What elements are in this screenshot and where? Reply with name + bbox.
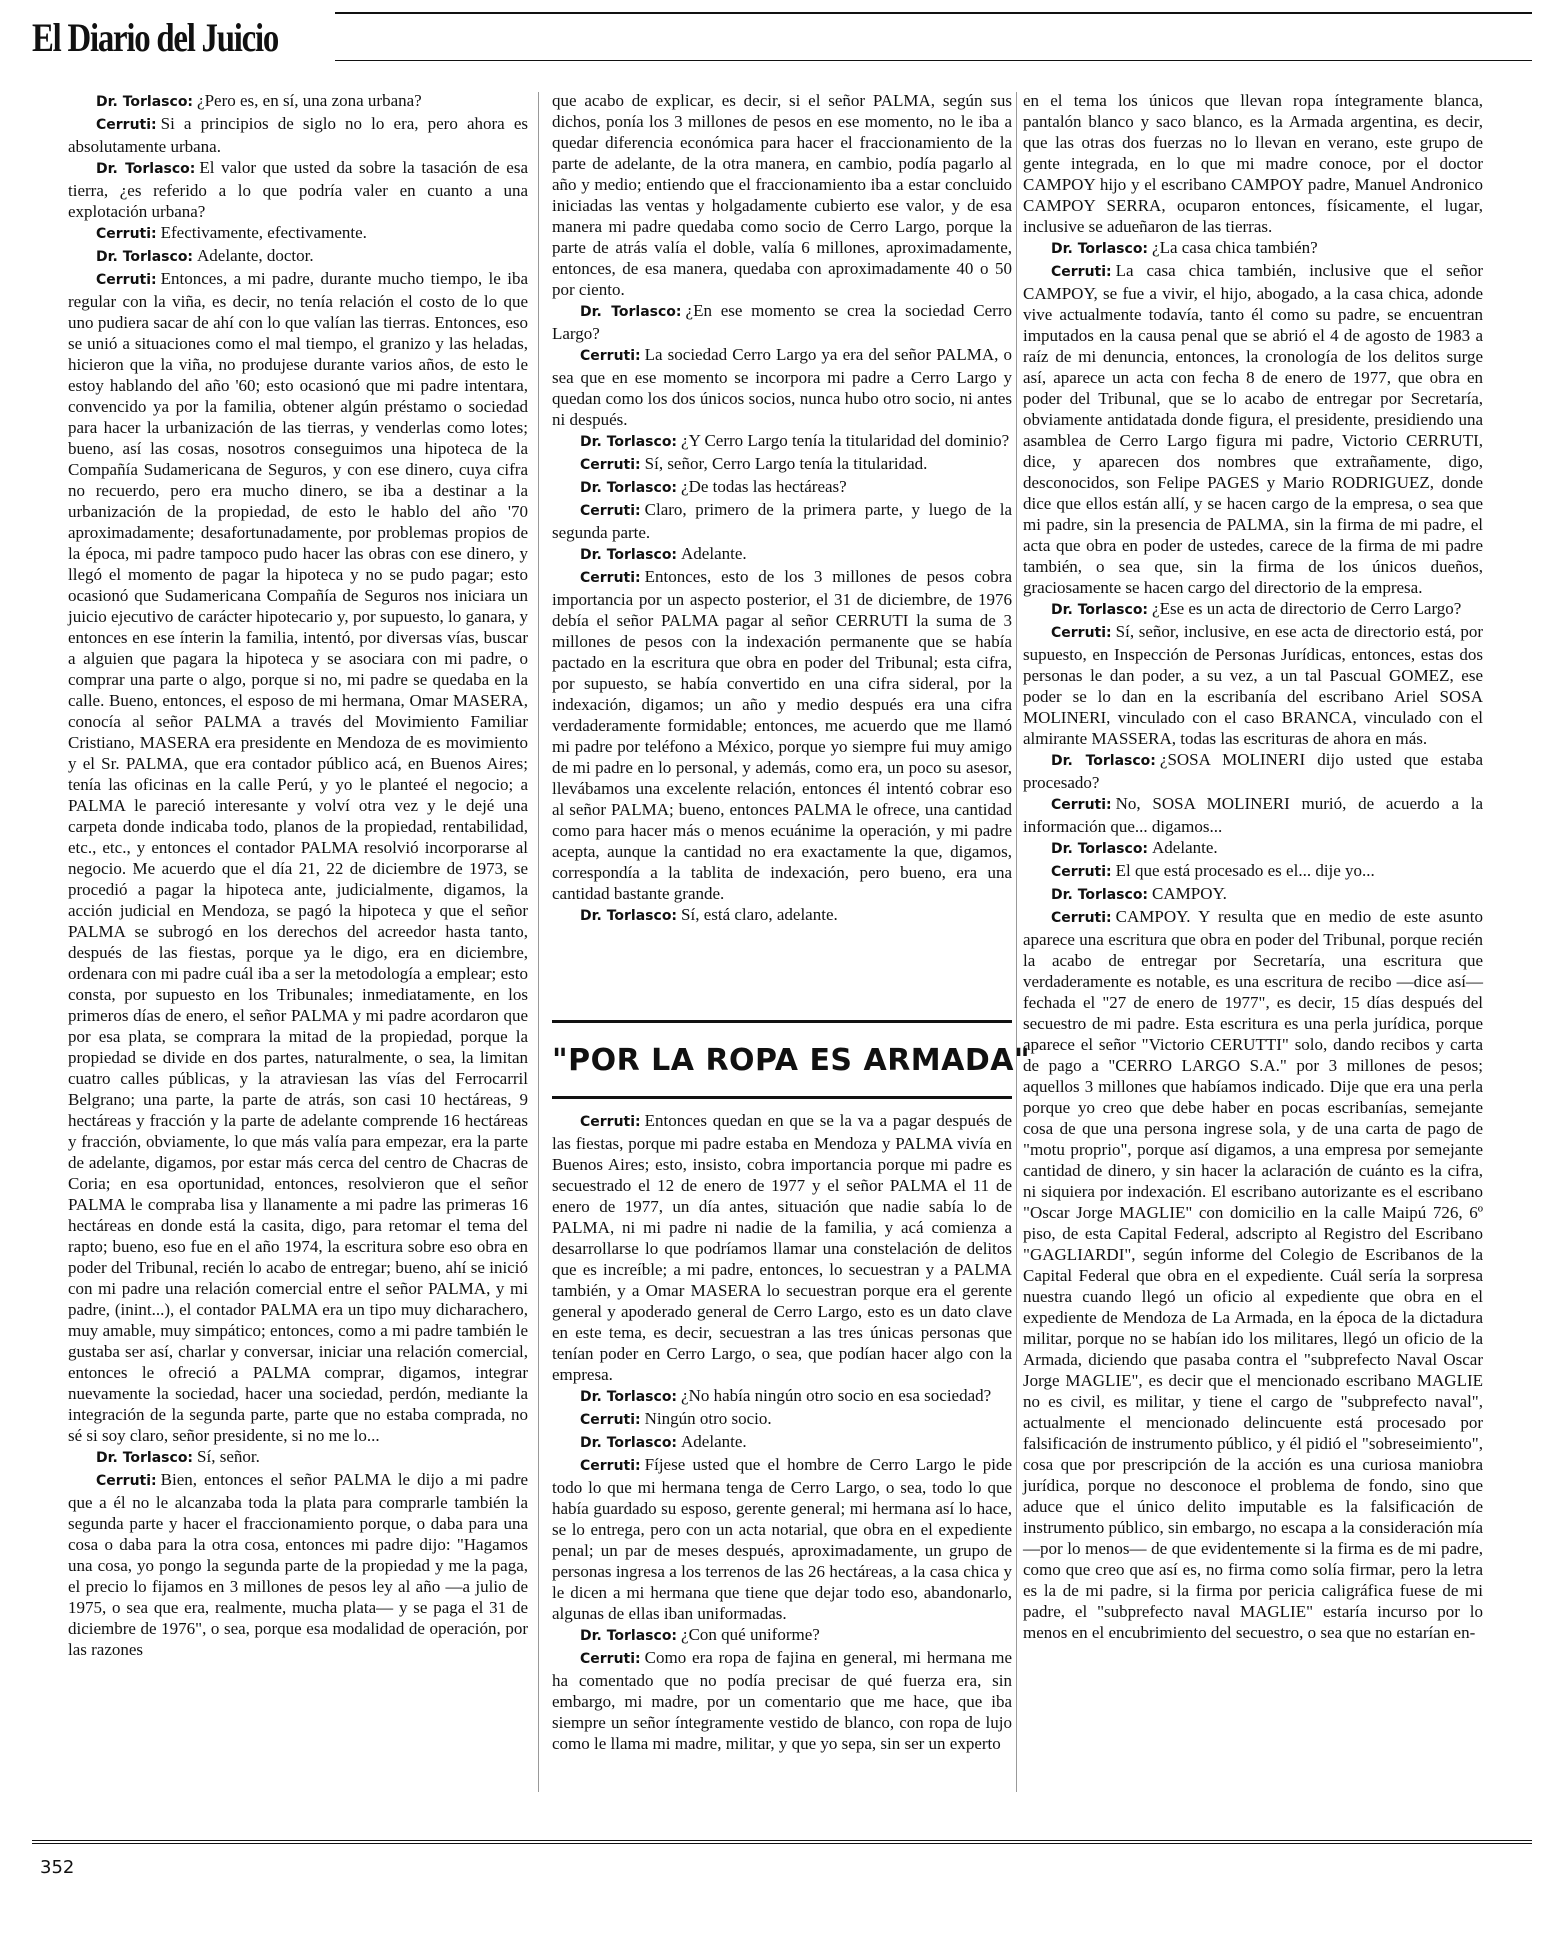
dialogue-paragraph bbox=[552, 430, 1012, 453]
dialogue-paragraph bbox=[552, 1454, 1012, 1624]
speech-text: Efectivamente, efectivamente. bbox=[160, 223, 367, 242]
speaker-label: Cerruti: bbox=[580, 503, 641, 519]
masthead-underline bbox=[335, 60, 1532, 61]
speech-text: La sociedad Cerro Largo ya era del señor PALMA, o sea que en ese momento se incorpora mi padre a Cerro Largo y quedan como los dos únicos socios, nunca hubo otro socio, ni antes ni después. bbox=[552, 345, 1012, 429]
speaker-label: Dr. Torlasco: bbox=[1051, 602, 1149, 618]
speech-text: No, SOSA MOLINERI murió, de acuerdo a la información que... digamos... bbox=[1023, 794, 1483, 836]
dialogue-paragraph bbox=[68, 1446, 528, 1469]
speaker-label: Cerruti: bbox=[1051, 264, 1112, 280]
speaker-label: Cerruti: bbox=[580, 348, 641, 364]
speech-text: que acabo de explicar, es decir, si el señor PALMA, según sus dichos, ponía los 3 millones de pesos en ese momento, no le iba a quedar diferencia económica para hacer el fraccionamiento de la parte de adelante, de la otra manera, en cambio, podía pagarlo al año y medio; entiendo que el fraccionamiento iba a estar concluido iniciadas las ventas y holgadamente cubierto ese valor, y de esa manera mi padre quedaba como socio de Cerro Largo, porque la parte de atrás valía el doble, valía 6 millones, aproximadamente, entonces, de esa manera, quedaba con aproximadamente 40 o 50 por ciento. bbox=[552, 91, 1012, 299]
speech-text: Adelante. bbox=[681, 1432, 747, 1451]
speaker-label: Dr. Torlasco: bbox=[580, 547, 678, 563]
speaker-label: Cerruti: bbox=[96, 1473, 157, 1489]
speech-text: en el tema los únicos que llevan ropa íntegramente blanca, pantalón blanco y saco blanco, es la Armada argentina, es decir, que las otras dos fuerzas no lo llevan en verano, este grupo de gente integrada, en lo que mi madre conoce, por el doctor CAMPOY hijo y el escribano CAMPOY padre, Manuel Andronico CAMPOY SERRA, ocuparon entonces, físicamente, el lugar, inclusive se adueñaron de las tierras. bbox=[1023, 91, 1483, 236]
dialogue-paragraph bbox=[1023, 906, 1483, 1643]
dialogue-paragraph bbox=[552, 300, 1012, 344]
speaker-label: Dr. Torlasco: bbox=[96, 1450, 194, 1466]
dialogue-paragraph bbox=[68, 157, 528, 222]
dialogue-paragraph bbox=[552, 904, 1012, 927]
column-2 bbox=[552, 90, 1012, 927]
dialogue-paragraph bbox=[552, 543, 1012, 566]
speech-text: ¿Ese es un acta de directorio de Cerro Largo? bbox=[1152, 599, 1462, 618]
dialogue-paragraph bbox=[68, 90, 528, 113]
section-headline-box bbox=[552, 1020, 1031, 1099]
speaker-label: Cerruti: bbox=[96, 272, 157, 288]
dialogue-paragraph bbox=[552, 90, 1012, 300]
page-number: 352 bbox=[40, 1857, 75, 1878]
speech-text: El que está procesado es el... dije yo... bbox=[1115, 861, 1375, 880]
speech-text: Fíjese usted que el hombre de Cerro Largo le pide todo lo que mi hermana tenga de Cerro Largo, o sea, todo lo que había guardado su esposo, gerente general; mi hermana así lo hace, se lo entrega, pero con un acta notarial, que obra en el expediente penal; un par de meses después, aproximadamente, un grupo de personas ingresa a los terrenos de las 26 hectáreas, a la casa chica y le dicen a mi hermana que tiene que dejar todo eso, abandonarlo, algunas de ellas iban uniformadas. bbox=[552, 1455, 1012, 1623]
dialogue-paragraph bbox=[552, 1647, 1012, 1754]
speaker-label: Dr. Torlasco: bbox=[580, 304, 682, 320]
speech-text: Entonces, esto de los 3 millones de pesos cobra importancia por un aspecto posterior, el 31 de diciembre, de 1976 debía el señor PALMA pagar al señor CERRUTI la suma de 3 millones de pesos con la indexación permanente que se había pactado en la escritura que obra en poder del Tribunal; esta cifra, por supuesto, se había convertido en una cifra sideral, por la indexación, digamos; un año y medio después era una cifra verdaderamente formidable; entonces, me acuerdo que me llamó mi padre por teléfono a México, porque yo siempre fui muy amigo de mi padre en lo personal, y además, como era, un poco su asesor, llevábamos una excelente relación, entonces él intentó cobrar eso al señor PALMA; bueno, entonces PALMA le ofrece, una cantidad como para hacer más o menos ecuánime la operación, y mi padre acepta, aunque la cantidad no era exactamente la que, digamos, correspondía a la tablita de indexación, pero bueno, era una cantidad bastante grande. bbox=[552, 567, 1012, 903]
dialogue-paragraph bbox=[1023, 621, 1483, 749]
speaker-label: Dr. Torlasco: bbox=[580, 1435, 678, 1451]
speaker-label: Cerruti: bbox=[580, 1412, 641, 1428]
dialogue-paragraph bbox=[1023, 793, 1483, 837]
speaker-label: Cerruti: bbox=[580, 570, 641, 586]
speech-text: ¿Y Cerro Largo tenía la titularidad del dominio? bbox=[681, 431, 1010, 450]
dialogue-paragraph bbox=[552, 1431, 1012, 1454]
dialogue-paragraph bbox=[1023, 883, 1483, 906]
speech-text: Ningún otro socio. bbox=[644, 1409, 772, 1428]
speech-text: Sí, señor. bbox=[197, 1447, 260, 1466]
column-3 bbox=[1023, 90, 1483, 1643]
speaker-label: Cerruti: bbox=[1051, 797, 1112, 813]
speech-text: El valor que usted da sobre la tasación de esa tierra, ¿es referido a lo que podría valer en cuanto a una explotación urbana? bbox=[68, 158, 529, 221]
speech-text: ¿En ese momento se crea la sociedad Cerro Largo? bbox=[552, 301, 1012, 343]
speech-text: Adelante. bbox=[1152, 838, 1218, 857]
speech-text: Adelante. bbox=[681, 544, 747, 563]
speaker-label: Dr. Torlasco: bbox=[580, 434, 678, 450]
speech-text: Sí, señor, inclusive, en ese acta de directorio está, por supuesto, en Inspección de Personas Jurídicas, entonces, estas dos personas le dan poder, a su vez, a un tal Pascual GOMEZ, ese poder se lo dan en la escribanía del escribano Ariel SOSA MOLINERI, vinculado con el caso BRANCA, vinculado con el almirante MASSERA, todas las escrituras de ahora en más. bbox=[1023, 622, 1483, 748]
speaker-label: Cerruti: bbox=[96, 226, 157, 242]
dialogue-paragraph bbox=[68, 1469, 528, 1660]
dialogue-paragraph bbox=[1023, 598, 1483, 621]
column-2-continued bbox=[552, 1110, 1012, 1754]
speech-text: ¿Con qué uniforme? bbox=[681, 1625, 820, 1644]
dialogue-paragraph bbox=[1023, 260, 1483, 598]
speech-text: Si a principios de siglo no lo era, pero ahora es absolutamente urbana. bbox=[68, 114, 528, 156]
speaker-label: Cerruti: bbox=[1051, 864, 1112, 880]
dialogue-paragraph bbox=[552, 499, 1012, 543]
dialogue-paragraph bbox=[68, 113, 528, 157]
dialogue-paragraph bbox=[552, 1624, 1012, 1647]
speech-text: ¿Pero es, en sí, una zona urbana? bbox=[197, 91, 422, 110]
speaker-label: Cerruti: bbox=[1051, 625, 1112, 641]
speech-text: Adelante, doctor. bbox=[197, 246, 314, 265]
masthead-title: El Diario del Juicio bbox=[32, 15, 278, 60]
speaker-label: Dr. Torlasco: bbox=[96, 249, 194, 265]
dialogue-paragraph bbox=[552, 566, 1012, 904]
dialogue-paragraph bbox=[1023, 90, 1483, 237]
speech-text: Sí, señor, Cerro Largo tenía la titularidad. bbox=[644, 454, 928, 473]
dialogue-paragraph bbox=[1023, 860, 1483, 883]
footer-rule bbox=[32, 1840, 1532, 1844]
dialogue-paragraph bbox=[552, 1385, 1012, 1408]
speaker-label: Dr. Torlasco: bbox=[96, 161, 196, 177]
speaker-label: Cerruti: bbox=[1051, 910, 1112, 926]
dialogue-paragraph bbox=[1023, 749, 1483, 793]
speaker-label: Dr. Torlasco: bbox=[1051, 753, 1156, 769]
masthead-rule bbox=[335, 12, 1532, 14]
speaker-label: Dr. Torlasco: bbox=[1051, 241, 1149, 257]
speech-text: ¿No había ningún otro socio en esa sociedad? bbox=[681, 1386, 992, 1405]
speech-text: La casa chica también, inclusive que el señor CAMPOY, se fue a vivir, el hijo, abogado, a la casa chica, adonde vive actualmente todavía, tanto él como su padre, se encuentran imputados en la causa penal que se abrió el 4 de agosto de 1983 a raíz de mi denuncia, entonces, la cronología de los delitos surge así, aparece un acta con fecha 8 de enero de 1977, que obra en poder del Tribunal, que se lo acabo de entregar por Secretaría, obviamente antidatada donde figura, el presidente, presidiendo una asamblea de Cerro Largo figura mi padre, Victorio CERRUTI, dice, y aparecen dos nombres que extrañamente, digo, desconocidos, son Felipe PAGES y Mario RODRIGUEZ, donde dice que ellos están allí, y se hacen cargo de la empresa, o sea que mi padre, sin la presencia de PALMA, sin la firma de mi padre, el acta que obra en poder de ustedes, carece de la firma de mi padre también, o sea que, sin la firma de los únicos dueños, graciosamente se hacen cargo del directorio de la empresa. bbox=[1023, 261, 1483, 597]
dialogue-paragraph bbox=[1023, 237, 1483, 260]
speaker-label: Dr. Torlasco: bbox=[580, 908, 678, 924]
dialogue-paragraph bbox=[552, 1408, 1012, 1431]
speech-text: Sí, está claro, adelante. bbox=[681, 905, 838, 924]
speech-text: ¿SOSA MOLINERI dijo usted que estaba procesado? bbox=[1023, 750, 1483, 792]
column-divider bbox=[1016, 92, 1017, 1792]
speaker-label: Cerruti: bbox=[580, 1651, 641, 1667]
section-headline: "POR LA ROPA ES ARMADA" bbox=[552, 1043, 1031, 1078]
dialogue-paragraph bbox=[552, 1110, 1012, 1385]
speech-text: Bien, entonces el señor PALMA le dijo a mi padre que a él no le alcanzaba toda la plata para comprarle también la segunda parte y hacer el fraccionamiento porque, o daba para una cosa o daba para la otra cosa, entonces mi padre dijo: "Hagamos una cosa, yo pongo la segunda parte de la propiedad y me la paga, el precio lo fijamos en 3 millones de pesos ley al año —a julio de 1975, o sea que era, realmente, mucha plata— y se paga el 31 de diciembre de 1976", o sea, porque esa modalidad de operación, por las razones bbox=[68, 1470, 528, 1659]
speech-text: CAMPOY. bbox=[1152, 884, 1227, 903]
speech-text: CAMPOY. Y resulta que en medio de este asunto aparece una escritura que obra en poder del Tribunal, porque recién la acabo de entregar por Secretaría, una escritura que verdaderamente es notable, es una escritura de recibo —dice así— fechada el "27 de enero de 1977", es decir, 15 días después del secuestro de mi padre. Esta escritura es una perla jurídica, porque aparece el señor "Victorio CERUTTI" solo, dando recibos y carta de pago a "CERRO LARGO S.A." por 3 millones de pesos; aquellos 3 millones que habíamos indicado. Dije que era una perla porque yo creo que debe haber en pocas escribanías, semejante cosa de que una persona ingrese sola, y de una carta de pago de "motu proprio", porque así digamos, a una empresa por semejante cantidad de dinero, y sin hacer la aclaración de cuánto es la cifra, ni siquiera por indexación. El escribano autorizante es el escribano "Oscar Jorge MAGLIE" con domicilio en la calle Maipú 726, 6º piso, de esta Capital Federal, adscripto al Registro del Escribano "GAGLIARDI", según informe del Colegio de Escribanos de la Capital Federal que obra en el expediente. Cuál sería la sorpresa nuestra cuando llegó un oficio al expediente que obra en el expediente de Mendoza de La Armada, en la época de la dictadura militar, porque no se habían ido los militares, llegó un oficio de la Armada, diciendo que pasaba contra el "subprefecto Naval Oscar Jorge MAGLIE", es decir que el mencionado escribano MAGLIE no es civil, es militar, y tiene el cargo de "subprefecto naval", actualmente el mencionado delincuente está procesado por falsificación de instrumento público, y él pidió el "sobreseimiento", cosa que por prescripción de la acción es una curiosa maniobra jurídica, porque no desconoce el problema de fondo, sino que aduce que el único delito imputable es la falsificación de instrumento público, sin embargo, no escapa a la consideración mía —por lo menos— de que evidentemente si la firma es de mi padre, como que creo que así es, no firma como solía firmar, pero la letra es la de mi padre, si la firma por pericia caligráfica fuese de mi padre, el "subprefecto naval MAGLIE" estaría incurso por lo menos en el encubrimiento del secuestro, o sea que no estarían en- bbox=[1023, 907, 1483, 1642]
column-1 bbox=[68, 90, 528, 1660]
speaker-label: Dr. Torlasco: bbox=[1051, 841, 1149, 857]
speaker-label: Dr. Torlasco: bbox=[580, 1389, 678, 1405]
column-divider bbox=[538, 92, 539, 1792]
dialogue-paragraph bbox=[68, 268, 528, 1446]
dialogue-paragraph bbox=[68, 245, 528, 268]
dialogue-paragraph bbox=[68, 222, 528, 245]
dialogue-paragraph bbox=[1023, 837, 1483, 860]
speaker-label: Cerruti: bbox=[580, 457, 641, 473]
speech-text: ¿De todas las hectáreas? bbox=[681, 477, 847, 496]
speaker-label: Cerruti: bbox=[96, 117, 157, 133]
dialogue-paragraph bbox=[552, 453, 1012, 476]
speech-text: Como era ropa de fajina en general, mi hermana me ha comentado que no podía precisar de qué fuerza era, sin embargo, mi madre, por un comentario que me hace, que iba siempre un señor íntegramente vestido de blanco, con ropa de lujo como le llama mi madre, militar, y que yo sepa, sin ser un experto bbox=[552, 1648, 1012, 1753]
speech-text: ¿La casa chica también? bbox=[1152, 238, 1318, 257]
speaker-label: Dr. Torlasco: bbox=[96, 94, 194, 110]
dialogue-paragraph bbox=[552, 344, 1012, 430]
speaker-label: Dr. Torlasco: bbox=[1051, 887, 1149, 903]
speech-text: Entonces, a mi padre, durante mucho tiempo, le iba regular con la viña, es decir, no tenía relación el costo de lo que uno pudiera sacar de ahí con lo que valían las tierras. Entonces, eso se unió a situaciones como el mal tiempo, el granizo y las heladas, hicieron que la viña, no produjese durante varios años, de esto le estoy hablando del año '60; esto ocasionó que mi padre intentara, convencido ya por la familia, obtener algún préstamo o sociedad para hacer la urbanización de las tierras, y venderlas como lotes; bueno, así las cosas, nosotros conseguimos una hipoteca de la Compañía Sudamericana de Seguros, y con ese dinero, cuya cifra no recuerdo, pero era mucho dinero, se iba a destinar a la urbanización de la propiedad, de esto le hablo del año '70 aproximadamente; desafortunadamente, por problemas propios de la época, mi padre tampoco pudo hacer las obras con ese dinero, y llegó el momento de pagar la hipoteca y no se pudo pagar; esto ocasionó que Sudamericana Compañía de Seguros nos iniciara un juicio ejecutivo de carácter hipotecario y, por supuesto, lo ganara, y entonces en ese ínterin la familia, intentó, por diversas vías, buscar a alguien que pagara la hipoteca y se asociara con mi padre, o comprar una parte o algo, porque si no, mi padre se quedaba en la calle. Bueno, entonces, el esposo de mi hermana, Omar MASERA, conocía al señor PALMA a través del Movimiento Familiar Cristiano, MASERA era presidente en Mendoza de es movimiento y el Sr. PALMA, que era contador público acá, en Buenos Aires; tenía las oficinas en la calle Perú, y yo le planteé el negocio; a PALMA le pareció interesante y volví otra vez y le dejé una carpeta donde indicaba todo, planos de la propiedad, rentabilidad, etc., etc., y entonces el contador PALMA resolvió incorporarse al negocio. Me acuerdo que el día 21, 22 de diciembre de 1973, se procedió a pagar la hipoteca ante, judicialmente, digamos, la acción judicial en Mendoza, se pagó la hipoteca y que el señor PALMA se subrogó en los derechos del acreedor hasta tanto, después de las fiestas, porque ya le digo, era en diciembre, ordenara con mi padre cuál iba a ser la metodología a emplear; esto consta, por supuesto en los Tribunales; inmediatamente, en los primeros días de enero, el señor PALMA y mi padre acordaron que por esa plata, se comprara la mitad de la propiedad, porque la propiedad se divide en dos partes, naturalmente, o sea, la limitan cuatro calles públicas, y la atraviesan las vías del Ferrocarril Belgrano; una parte, la parte de atrás, son casi 10 hectáreas, 9 hectáreas y fracción y la parte de adelante comprende 16 hectáreas y fracción, obviamente, lo que más valía para empezar, era la parte de adelante, digamos, por estar más cerca del centro de Chacras de Coria; en esa oportunidad, entonces, resolvieron que el señor PALMA le compraba lisa y llanamente a mi padre las primeras 16 hectáreas en donde está la casita, digo, para retomar el tema del rapto; bueno, eso fue en el año 1974, la escritura sobre eso obra en poder del Tribunal, recién lo acabo de entregar; bueno, ahí se inició con mi padre una relación comercial entre el señor PALMA, y mi padre, (inint...), el contador PALMA era un tipo muy dicharachero, muy amable, muy simpático; entonces, como a mi padre también le gustaba ser así, charlar y conversar, iniciar una relación comercial, entonces le ofreció a PALMA comprar, digamos, integrar nuevamente la sociedad, hacer una sociedad, perdón, mediante la integración de la segunda parte, parte que no estaba comprada, no sé si soy claro, señor presidente, si no me lo... bbox=[68, 269, 528, 1445]
speech-text: Claro, primero de la primera parte, y luego de la segunda parte. bbox=[552, 500, 1012, 542]
dialogue-paragraph bbox=[552, 476, 1012, 499]
speaker-label: Dr. Torlasco: bbox=[580, 1628, 678, 1644]
speech-text: Entonces quedan en que se la va a pagar después de las fiestas, porque mi padre estaba en Mendoza y PALMA vivía en Buenos Aires; esto, insisto, cobra importancia porque mi padre es secuestrado el 12 de enero de 1977 y el señor PALMA el 11 de enero de 1977, un día antes, situación que nadie sabía lo de PALMA, ni mi padre ni nadie de la familia, y acá comienza a desarrollarse lo que podríamos llamar una constelación de delitos que es increíble; a mi padre, entonces, lo secuestran y a PALMA también, y a Omar MASERA lo secuestran porque era el gerente general y apoderado general de Cerro Largo, esto es un dato clave en este tema, es decir, secuestran a las tres únicas personas que tenían poder en Cerro Largo, o sea, que podían hacer algo con la empresa. bbox=[552, 1111, 1012, 1384]
speaker-label: Cerruti: bbox=[580, 1458, 641, 1474]
speaker-label: Cerruti: bbox=[580, 1114, 641, 1130]
speaker-label: Dr. Torlasco: bbox=[580, 480, 678, 496]
